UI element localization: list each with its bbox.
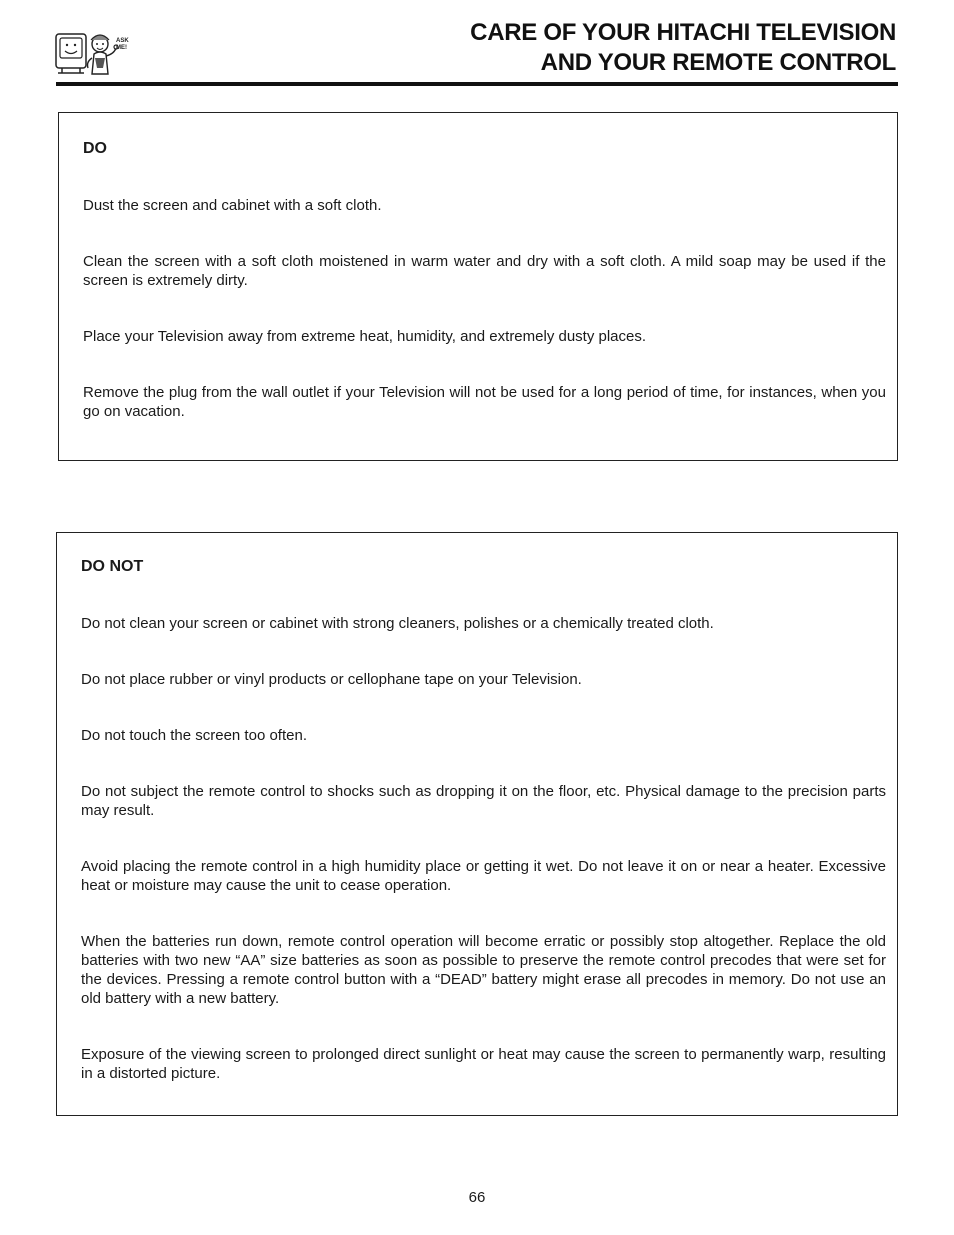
page-title-line-2: AND YOUR REMOTE CONTROL	[540, 49, 896, 76]
donot-item: Exposure of the viewing screen to prolonged direct sunlight or heat may cause the screen to permanently warp, resulting in a distorted picture.	[81, 1046, 886, 1082]
do-section	[58, 112, 898, 461]
donot-item: Do not touch the screen too often.	[81, 727, 307, 744]
do-item: Place your Television away from extreme heat, humidity, and extremely dusty places.	[83, 328, 647, 345]
page-number: 66	[468, 1189, 486, 1206]
logo-lettering: ASK ME!	[116, 38, 129, 51]
donot-item: When the batteries run down, remote control operation will become erratic or possibly stop altogether. Replace the old batteries with two new “AA” size batteries as soon as possible to preserve the remote control precodes that were set for the devices. Pressing a remote control button with a “DEAD” battery might erase all precodes in memory. Do not use an old battery with a new battery.	[81, 933, 886, 1007]
page-title-line-1: CARE OF YOUR HITACHI TELEVISION	[470, 19, 896, 46]
donot-section	[56, 532, 898, 1116]
header-rule	[56, 82, 898, 86]
do-item: Clean the screen with a soft cloth moistened in warm water and dry with a soft cloth. A mild soap may be used if the screen is extremely dirty.	[83, 253, 886, 289]
donot-heading: DO NOT	[81, 558, 144, 575]
donot-item: Avoid placing the remote control in a high humidity place or getting it wet. Do not leave it on or near a heater. Excessive heat or moisture may cause the unit to cease operation.	[81, 858, 886, 894]
ask-me-tv-mascot-icon	[54, 28, 132, 78]
do-item: Remove the plug from the wall outlet if your Television will not be used for a long period of time, for instances, when you go on vacation.	[83, 384, 886, 420]
donot-item: Do not place rubber or vinyl products or cellophane tape on your Television.	[81, 671, 582, 688]
do-item: Dust the screen and cabinet with a soft cloth.	[83, 197, 382, 214]
donot-item: Do not clean your screen or cabinet with strong cleaners, polishes or a chemically treated cloth.	[81, 615, 714, 632]
donot-item: Do not subject the remote control to shocks such as dropping it on the floor, etc. Physical damage to the precision parts may result.	[81, 783, 886, 819]
page-title	[470, 18, 896, 78]
do-heading: DO	[83, 140, 107, 157]
